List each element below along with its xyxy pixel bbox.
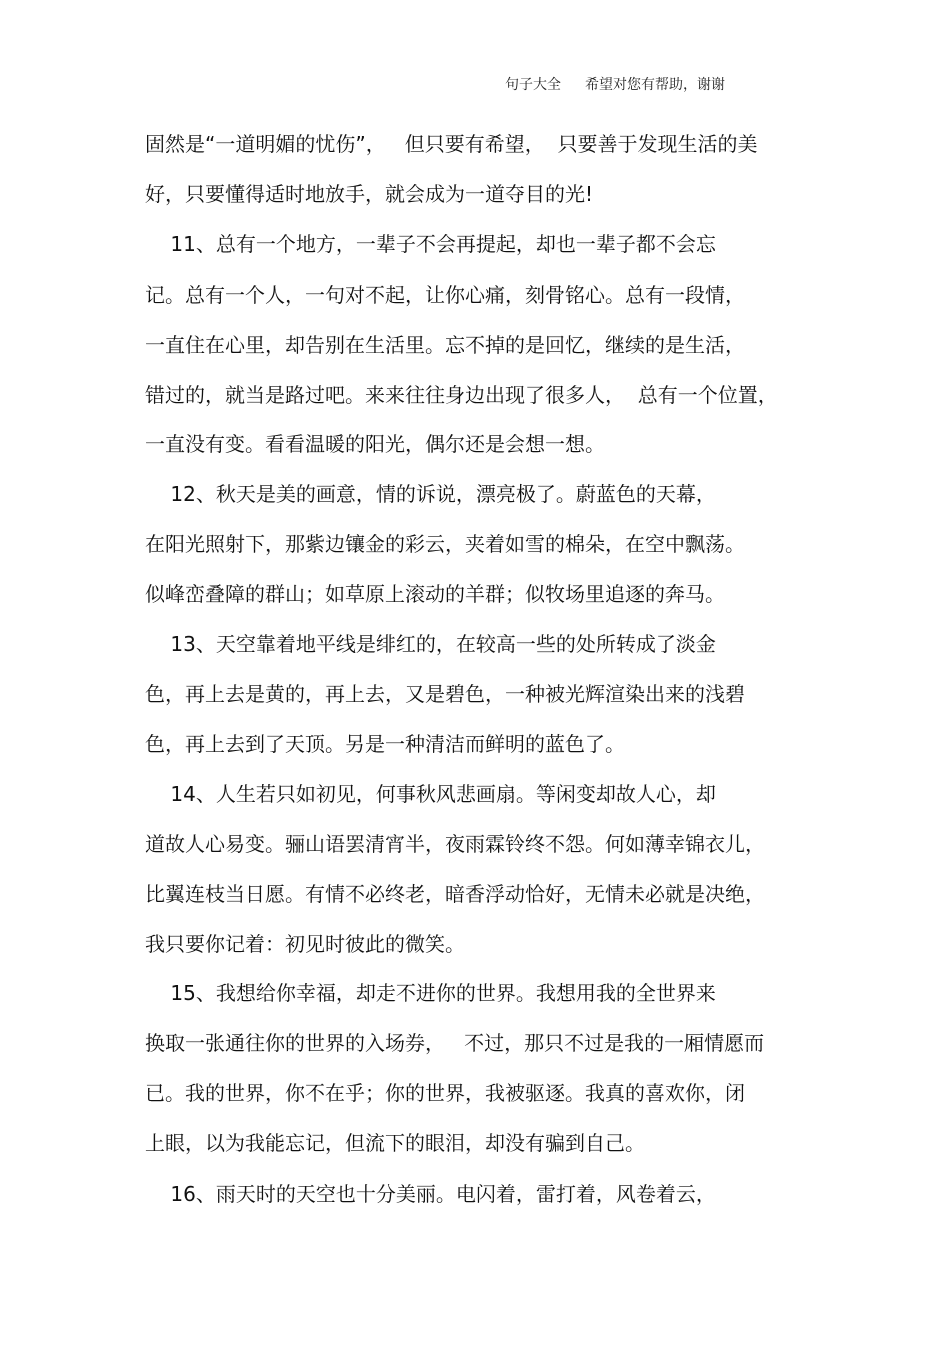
text-line: 我只要你记着：初见时彼此的微笑。 (145, 932, 465, 956)
text-line: 上眼，以为我能忘记，但流下的眼泪，却没有骗到自己。 (145, 1131, 645, 1155)
header-note: 希望对您有帮助，谢谢 (585, 77, 725, 93)
text-line: 比翼连枝当日愿。有情不必终老，暗香浮动恰好，无情未必就是决绝， (145, 882, 765, 906)
text-line: 13、天空靠着地平线是绯红的，在较高一些的处所转成了淡金 (145, 632, 716, 656)
text-line: 色，再上去是黄的，再上去，又是碧色，一种被光辉渲染出来的浅碧 (145, 682, 745, 706)
text-line: 11、总有一个地方，一辈子不会再提起，却也一辈子都不会忘 (145, 232, 716, 256)
page-header (505, 74, 725, 94)
header-source: 句子大全 (505, 77, 561, 93)
text-line: 一直没有变。看看温暖的阳光，偶尔还是会想一想。 (145, 432, 605, 456)
text-line: 错过的，就当是路过吧。来来往往身边出现了很多人， 总有一个位置， (145, 383, 778, 407)
text-line: 换取一张通往你的世界的入场券， 不过，那只不过是我的一厢情愿而 (145, 1031, 765, 1055)
text-line: 似峰峦叠障的群山；如草原上滚动的羊群；似牧场里追逐的奔马。 (145, 582, 725, 606)
text-line: 16、雨天时的天空也十分美丽。电闪着，雷打着，风卷着云， (145, 1182, 716, 1206)
text-line: 好，只要懂得适时地放手，就会成为一道夺目的光! (145, 182, 594, 206)
text-line: 14、人生若只如初见，何事秋风悲画扇。等闲变却故人心，却 (145, 782, 716, 806)
text-line: 在阳光照射下，那紫边镶金的彩云，夹着如雪的棉朵，在空中飘荡。 (145, 532, 745, 556)
text-line: 固然是“一道明媚的忧伤”， 但只要有希望， 只要善于发现生活的美 (145, 132, 758, 156)
text-line: 15、我想给你幸福，却走不进你的世界。我想用我的全世界来 (145, 981, 716, 1005)
text-line: 道故人心易变。骊山语罢清宵半，夜雨霖铃终不怨。何如薄幸锦衣儿， (145, 832, 765, 856)
text-line: 12、秋天是美的画意，情的诉说，漂亮极了。蔚蓝色的天幕， (145, 482, 716, 506)
text-line: 色，再上去到了天顶。另是一种清洁而鲜明的蓝色了。 (145, 732, 625, 756)
text-line: 记。总有一个人，一句对不起，让你心痛，刻骨铭心。总有一段情， (145, 283, 745, 307)
text-line: 已。我的世界，你不在乎；你的世界，我被驱逐。我真的喜欢你，闭 (145, 1081, 745, 1105)
text-line: 一直住在心里，却告别在生活里。忘不掉的是回忆，继续的是生活， (145, 333, 745, 357)
